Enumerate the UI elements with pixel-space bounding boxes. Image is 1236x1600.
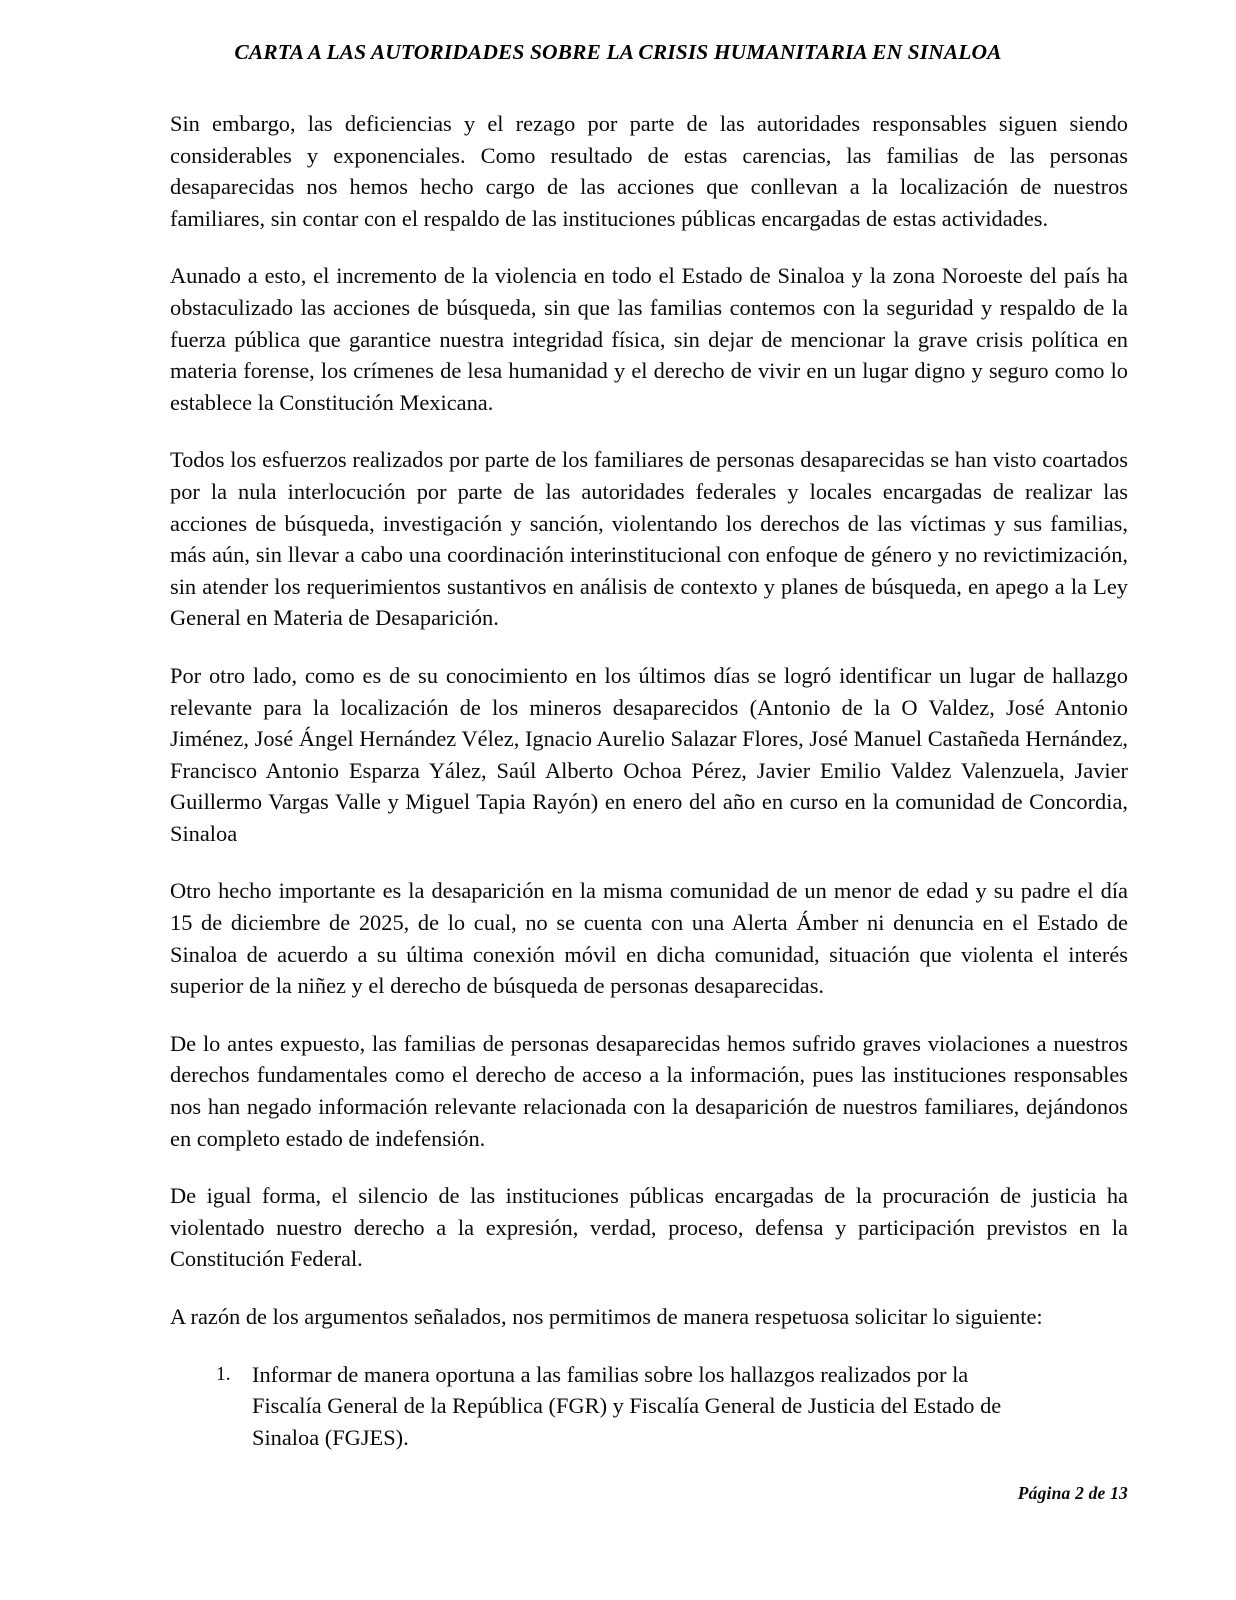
- paragraph-5: Otro hecho importante es la desaparición en la misma comunidad de un menor de edad y su padre el día 15 de diciembre de 2025, de lo cual, no se cuenta con una Alerta Ámber ni denuncia en el Estado de Sinaloa de acuerdo a su última conexión móvil en dicha comunidad, situación que violenta el interés superior de la niñez y el derecho de búsqueda de personas desaparecidas.: [170, 878, 1128, 999]
- list-item-text: Informar de manera oportuna a las familias sobre los hallazgos realizados por la Fiscalía General de la República (FGR) y Fiscalía General de Justicia del Estado de Sinaloa (FGJES).: [252, 1361, 1002, 1450]
- paragraph-2: Aunado a esto, el incremento de la violencia en todo el Estado de Sinaloa y la zona Noroeste del país ha obstaculizado las acciones de búsqueda, sin que las familias contemos con la seguridad y respaldo de la fuerza pública que garantice nuestra integridad física, sin dejar de mencionar la grave crisis política en materia forense, los crímenes de lesa humanidad y el derecho de vivir en un lugar digno y seguro como lo establece la Constitución Mexicana.: [170, 263, 1128, 415]
- paragraph-3: Todos los esfuerzos realizados por parte de los familiares de personas desaparecidas se han visto coartados por la nula interlocución por parte de las autoridades federales y locales encargadas de realizar las acciones de búsqueda, investigación y sanción, violentando los derechos de las víctimas y sus familias, más aún, sin llevar a cabo una coordinación interinstitucional con enfoque de género y no revictimización, sin atender los requerimientos sustantivos en análisis de contexto y planes de búsqueda, en apego a la Ley General en Materia de Desaparición.: [170, 447, 1128, 631]
- paragraph-7: De igual forma, el silencio de las instituciones públicas encargadas de la procuración de justicia ha violentado nuestro derecho a la expresión, verdad, proceso, defensa y participación previstos en la Constitución Federal.: [170, 1183, 1128, 1272]
- paragraph-8-request-intro: A razón de los argumentos señalados, nos permitimos de manera respetuosa solicitar lo siguiente:: [170, 1304, 1043, 1329]
- running-header: [0, 40, 1236, 65]
- request-list-item-1: [170, 1359, 1128, 1454]
- paragraph-1: Sin embargo, las deficiencias y el rezago por parte de las autoridades responsables siguen siendo considerables y exponenciales. Como resultado de estas carencias, las familias de las personas desaparecidas nos hemos hecho cargo de las acciones que conllevan a la localización de nuestros familiares, sin contar con el respaldo de las instituciones públicas encargadas de estas actividades.: [170, 111, 1128, 231]
- paragraph-6: De lo antes expuesto, las familias de personas desaparecidas hemos sufrido graves violaciones a nuestros derechos fundamentales como el derecho de acceso a la información, pues las instituciones responsables nos han negado información relevante relacionada con la desaparición de nuestros familiares, dejándonos en completo estado de indefensión.: [170, 1030, 1128, 1151]
- paragraph-4: Por otro lado, como es de su conocimiento en los últimos días se logró identificar un lugar de hallazgo relevante para la localización de los mineros desaparecidos (Antonio de la O Valdez, José Antonio Jiménez, José Ángel Hernández Vélez, Ignacio Aurelio Salazar Flores, José Manuel Castañeda Hernández, Francisco Antonio Esparza Yález, Saúl Alberto Ochoa Pérez, Javier Emilio Valdez Valenzuela, Javier Guillermo Vargas Valle y Miguel Tapia Rayón) en enero del año en curso en la comunidad de Concordia, Sinaloa: [170, 662, 1128, 846]
- request-list: [170, 1359, 1128, 1454]
- document-header-title: CARTA A LAS AUTORIDADES SOBRE LA CRISIS HUMANITARIA EN SINALOA: [234, 40, 1002, 64]
- footer-page-number: Página 2 de 13: [1017, 1483, 1128, 1503]
- document-body: [170, 108, 1128, 1453]
- list-item-marker: 1.: [216, 1363, 231, 1385]
- running-footer: [170, 1483, 1128, 1504]
